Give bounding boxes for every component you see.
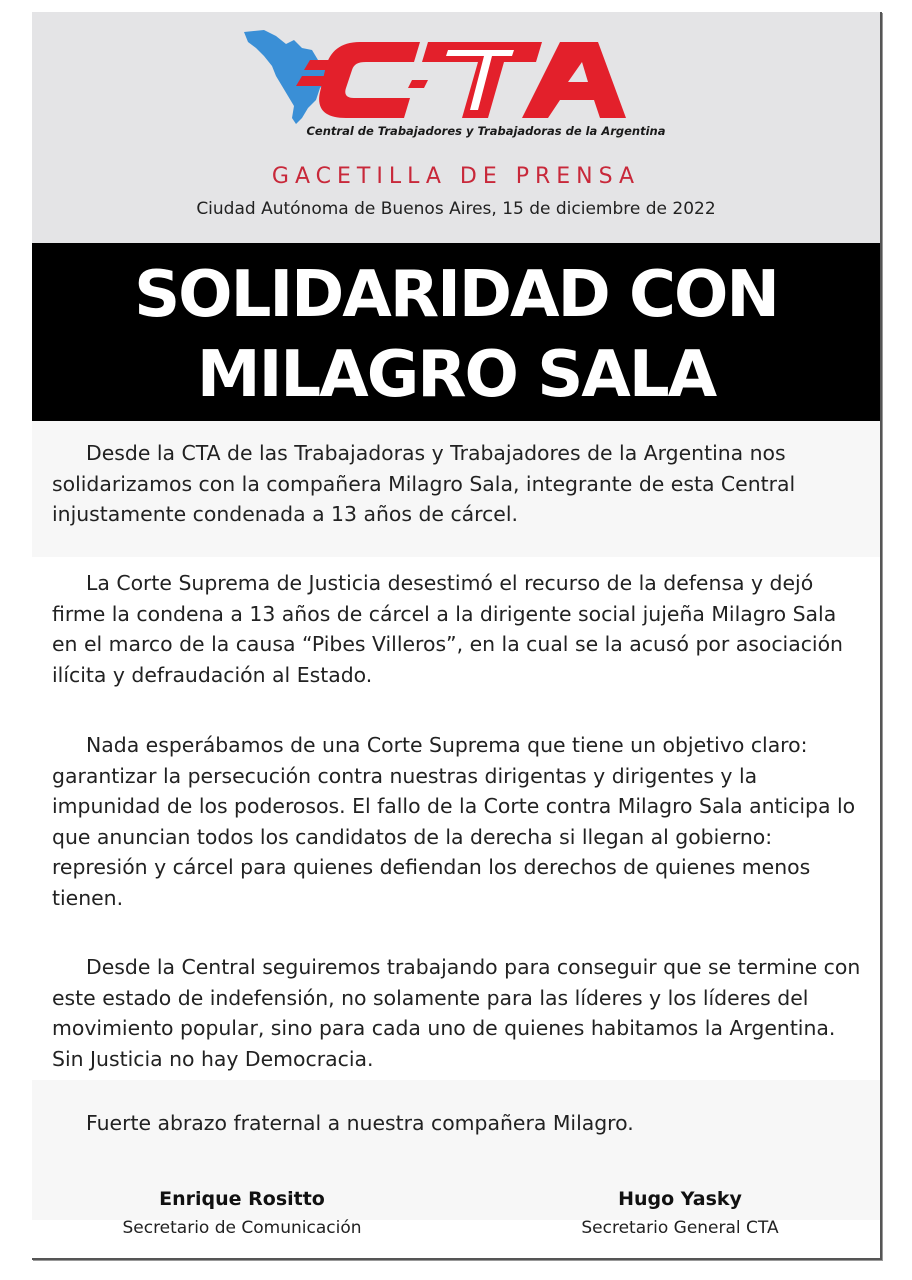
signatory-name: Enrique Rositto [159,1188,325,1210]
dateline: Ciudad Autónoma de Buenos Aires, 15 de diciembre de 2022 [196,199,716,219]
press-release-kicker: GACETILLA DE PRENSA [271,164,641,189]
paragraph-1: Desde la CTA de las Trabajadoras y Trabajadores de la Argentina nos solidarizamos con la compañera Milagro Sala, integrante de esta Central injustamente condenada a 13 años de cárcel. [52,441,796,526]
signatory-role: Secretario General CTA [581,1218,779,1238]
headline-band [32,243,880,421]
signatory-name: Hugo Yasky [618,1188,742,1210]
headline-line-2: MILAGRO SALA [196,338,716,412]
headline-line-1: SOLIDARIDAD CON [134,258,778,332]
paragraph-2: La Corte Suprema de Justicia desestimó el recurso de la defensa y dejó firme la condena a 13 años de cárcel a la dirigente social jujeña Milagro Sala en el marco de la causa “Pibes Villeros”, en la cual se la acusó por asociación ilícita y defraudación al Estado. [52,571,843,687]
press-release-sheet [32,12,882,1260]
organization-name: Central de Trabajadores y Trabajadoras de la Argentina [306,124,666,138]
paragraph-5: Fuerte abrazo fraternal a nuestra compañera Milagro. [86,1111,634,1135]
headline [32,255,880,415]
paragraph-4: Desde la Central seguiremos trabajando para conseguir que se termine con este estado de indefensión, no solamente para las líderes y los líderes del movimiento popular, sino para cada uno de quienes habitamos la Argentina. Sin Justicia no hay Democracia. [52,955,861,1071]
signatory-role: Secretario de Comunicación [122,1218,362,1238]
paragraph-3: Nada esperábamos de una Corte Suprema que tiene un objetivo claro: garantizar la persecución contra nuestras dirigentas y dirigentes y la impunidad de los poderosos. El fallo de la Corte contra Milagro Sala anticipa lo que anuncian todos los candidatos de la derecha si llegan al gobierno: represión y cárcel para quienes defiendan los derechos de quienes menos tienen. [52,733,856,910]
header [32,12,880,244]
